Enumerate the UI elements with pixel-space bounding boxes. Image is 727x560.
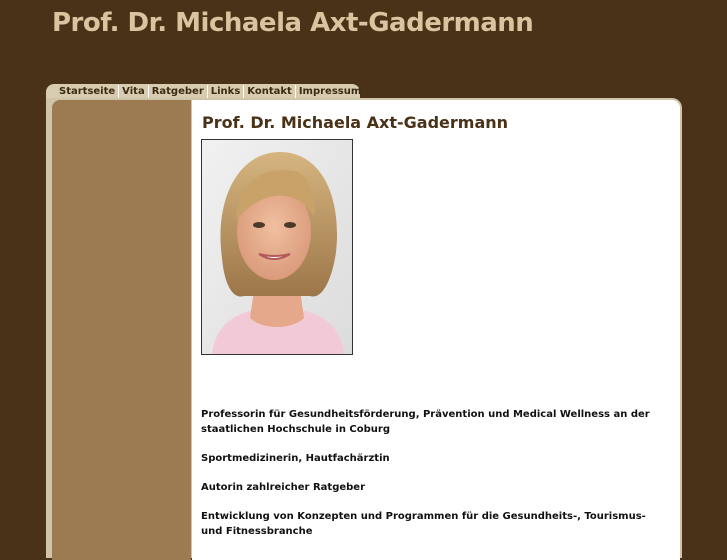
paragraph-concepts: Entwicklung von Konzepten und Programmen für die Gesundheits-, Tourismus- und Fitnessbranche bbox=[201, 511, 646, 537]
nav-item-startseite[interactable]: Startseite bbox=[57, 85, 119, 99]
paragraph-specialties: Sportmedizinerin, Hautfachärztin bbox=[201, 453, 390, 464]
nav-item-vita[interactable]: Vita bbox=[119, 85, 149, 99]
page-heading: Prof. Dr. Michaela Axt-Gadermann bbox=[202, 113, 509, 132]
nav-item-kontakt[interactable]: Kontakt bbox=[244, 85, 296, 99]
paragraph-professorship: Professorin für Gesundheitsförderung, Prävention und Medical Wellness an der staatlichen Hochschule in Coburg bbox=[201, 409, 650, 435]
portrait-illustration bbox=[202, 140, 352, 354]
sidebar bbox=[52, 100, 191, 560]
main-content bbox=[192, 100, 680, 560]
nav-item-ratgeber[interactable]: Ratgeber bbox=[149, 85, 208, 99]
intro-text bbox=[201, 407, 651, 553]
portrait-photo bbox=[201, 139, 353, 355]
paragraph-author: Autorin zahlreicher Ratgeber bbox=[201, 482, 366, 493]
nav-item-impressum[interactable]: Impressum bbox=[298, 86, 362, 97]
nav-item-links[interactable]: Links bbox=[208, 85, 245, 99]
site-title: Prof. Dr. Michaela Axt-Gadermann bbox=[52, 8, 534, 38]
